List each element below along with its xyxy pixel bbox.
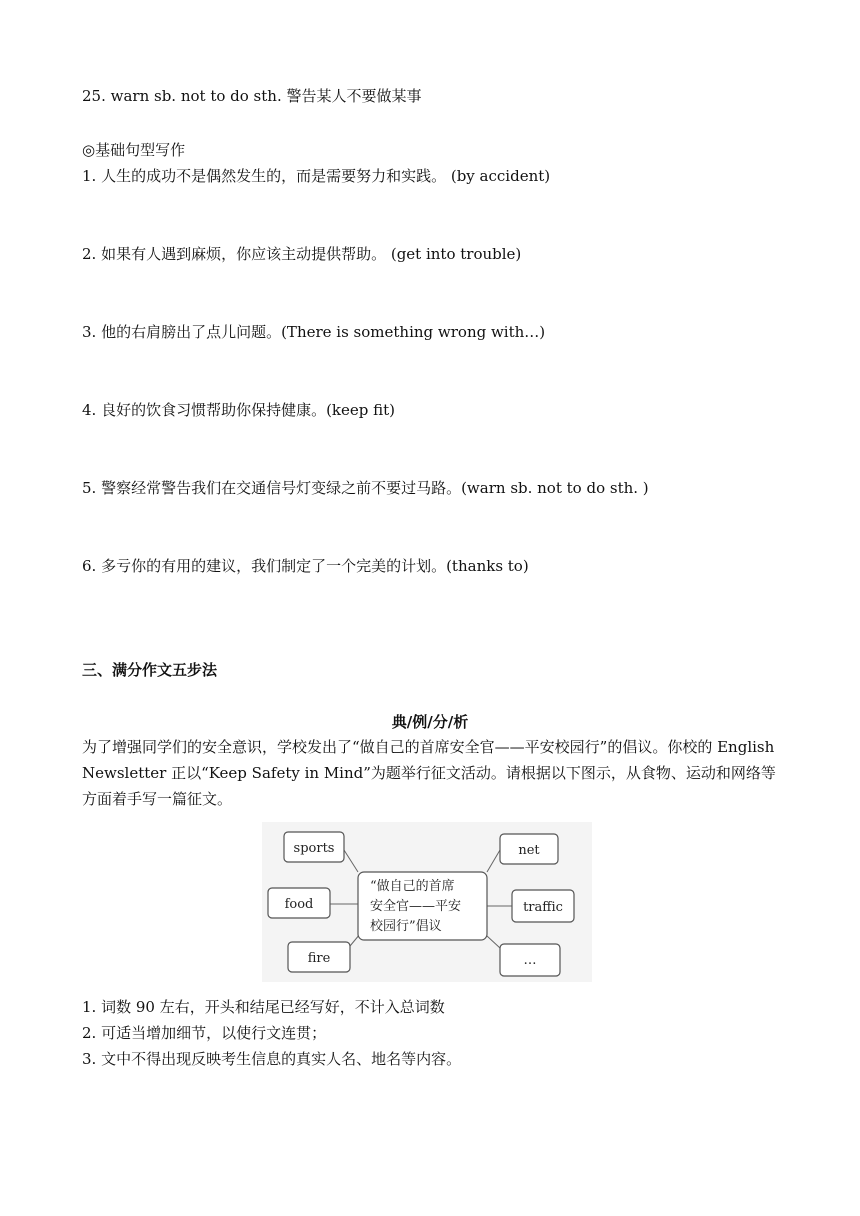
center-node-line-2: 安全官——平安 bbox=[370, 899, 462, 914]
center-node-line-1: “做自己的首席 bbox=[370, 879, 455, 894]
section-3-heading: 三、满分作文五步法 bbox=[82, 661, 218, 679]
sentence-3: 3. 他的右肩膀出了点儿问题。(There is something wrong with…) bbox=[82, 323, 546, 341]
sentence-4: 4. 良好的饮食习惯帮助你保持健康。(keep fit) bbox=[82, 401, 396, 419]
requirement-2: 2. 可适当增加细节，以使行文连贯； bbox=[82, 1024, 327, 1042]
sentence-6: 6. 多亏你的有用的建议，我们制定了一个完美的计划。(thanks to) bbox=[82, 557, 529, 575]
requirement-3: 3. 文中不得出现反映考生信息的真实人名、地名等内容。 bbox=[82, 1050, 462, 1068]
mind-map-diagram bbox=[262, 822, 592, 982]
sentence-1: 1. 人生的成功不是偶然发生的，而是需要努力和实践。 (by accident) bbox=[82, 167, 551, 185]
node-traffic-label: traffic bbox=[523, 900, 563, 915]
example-analysis-title: 典/例/分/析 bbox=[391, 713, 469, 731]
node-sports-label: sports bbox=[293, 841, 335, 856]
node-more-label: … bbox=[523, 953, 537, 968]
phrase-25: 25. warn sb. not to do sth. 警告某人不要做某事 bbox=[82, 87, 422, 105]
sentence-2: 2. 如果有人遇到麻烦，你应该主动提供帮助。 (get into trouble) bbox=[82, 245, 522, 263]
center-node-line-3: 校园行”倡议 bbox=[370, 919, 442, 934]
sentence-5: 5. 警察经常警告我们在交通信号灯变绿之前不要过马路。(warn sb. not to do sth. ) bbox=[82, 479, 649, 497]
node-net-label: net bbox=[518, 843, 540, 858]
section-basic-heading: ◎基础句型写作 bbox=[82, 141, 186, 159]
requirement-1: 1. 词数 90 左右，开头和结尾已经写好，不计入总词数 bbox=[82, 998, 445, 1016]
node-food-label: food bbox=[284, 897, 314, 912]
node-fire-label: fire bbox=[307, 951, 331, 966]
writing-prompt: 为了增强同学们的安全意识，学校发出了“做自己的首席安全官——平安校园行”的倡议。你校的 English Newsletter 正以“Keep Safety in Mind”为题举行征文活动。请根据以下图示，从食物、运动和网络等方面着手写一篇征文。 bbox=[82, 738, 776, 808]
